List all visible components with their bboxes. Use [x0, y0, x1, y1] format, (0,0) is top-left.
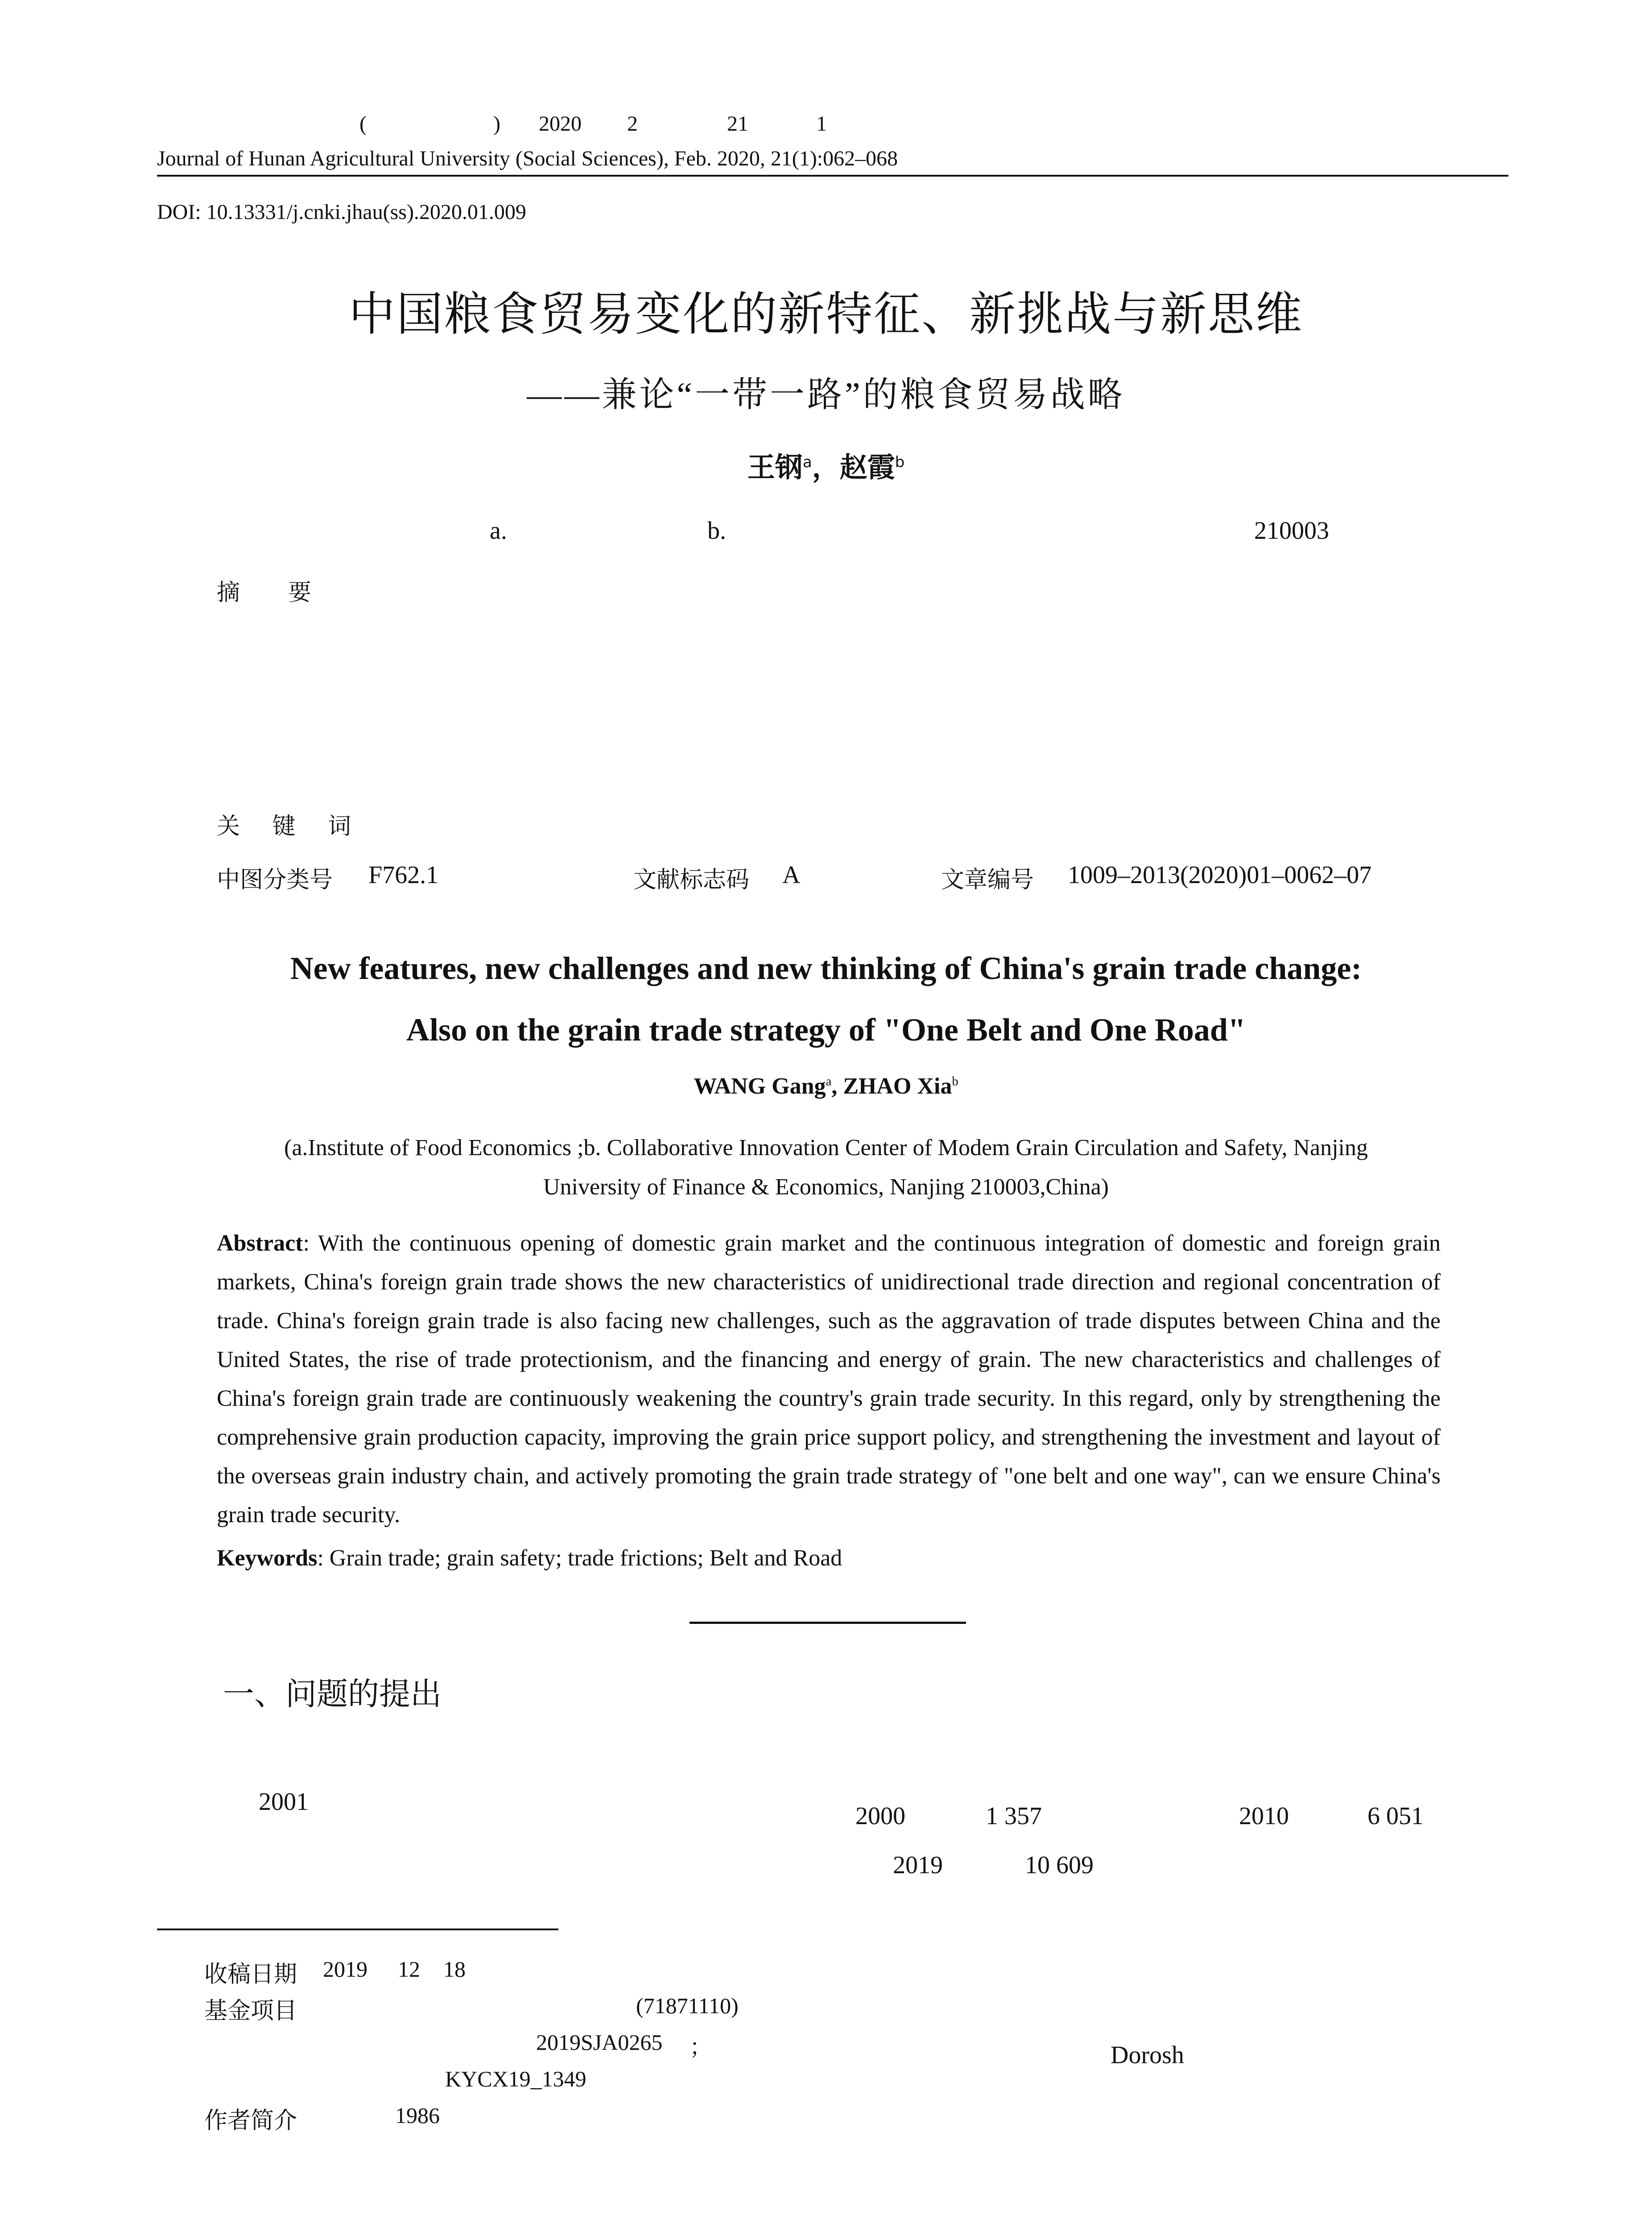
header-volume: 21 — [727, 112, 748, 136]
author-cn-sep: ， — [812, 451, 840, 483]
clc-label: 中图分类号 — [217, 867, 333, 893]
author-birth-year: 1986 — [395, 2103, 440, 2128]
author-bio-label: 作者简介 — [204, 2107, 297, 2134]
keywords-en-label: Keywords — [217, 1545, 318, 1571]
authors-en — [0, 1073, 1652, 1099]
affiliation-en-line-2: University of Finance & Economics, Nanjing 210003,China) — [543, 1174, 1109, 1200]
body-number: 1 357 — [986, 1802, 1042, 1830]
author-cn-2-mark: b — [895, 453, 905, 471]
body-number: 10 609 — [1025, 1851, 1094, 1879]
affiliation-en-line-1: (a.Institute of Food Economics ;b. Collaborative Innovation Center of Modem Grain Circulation and Safety, Nanjing — [284, 1135, 1368, 1160]
author-en-sep: , — [831, 1074, 843, 1099]
received-label: 收稿日期 — [204, 1961, 297, 1988]
header-paren-close: ) — [493, 112, 500, 136]
received-year: 2019 — [323, 1957, 368, 1982]
fund-number-2: 2019SJA0265 — [536, 2030, 663, 2055]
title-en-line-1: New features, new challenges and new thinking of China's grain trade change: — [290, 950, 1362, 986]
fund-number-1: (71871110) — [636, 1993, 739, 2018]
section-divider — [690, 1622, 966, 1624]
received-month: 12 — [398, 1957, 420, 1982]
body-number: 2019 — [893, 1851, 943, 1879]
fund-number-3: KYCX19_1349 — [445, 2066, 586, 2091]
affiliation-cn-postcode: 210003 — [1254, 517, 1329, 545]
header-year: 2020 — [539, 112, 582, 136]
author-cn-2: 赵霞 — [839, 451, 895, 483]
author-en-2-mark: b — [952, 1074, 958, 1089]
received-day: 18 — [443, 1957, 466, 1982]
page-title-cn: 中国粮食贸易变化的新特征、新挑战与新思维 — [348, 287, 1303, 341]
doi[interactable]: DOI: 10.13331/j.cnki.jhau(ss).2020.01.009 — [157, 200, 526, 224]
clc-value: F762.1 — [368, 861, 439, 889]
title-en-line-2: Also on the grain trade strategy of "One Belt and One Road" — [406, 1012, 1246, 1048]
footnote-rule — [157, 1929, 558, 1930]
affiliation-cn-a: a. — [490, 517, 507, 545]
abstract-en-label: Abstract — [217, 1231, 303, 1256]
doc-code-label: 文献标志码 — [633, 867, 750, 893]
abstract-label-cn: 摘 要 — [217, 579, 324, 606]
article-no-value: 1009–2013(2020)01–0062–07 — [1068, 861, 1372, 889]
body-number: 2010 — [1239, 1802, 1289, 1830]
fund-label: 基金项目 — [204, 1998, 297, 2024]
page-subtitle-cn: ——兼论“一带一路”的粮食贸易战略 — [527, 375, 1125, 414]
body-number: 6 051 — [1367, 1802, 1424, 1830]
author-en-2: ZHAO Xia — [843, 1074, 952, 1099]
keywords-en-text: : Grain trade; grain safety; trade frictions; Belt and Road — [317, 1545, 843, 1571]
fund-number-2-sep: ； — [690, 2035, 712, 2060]
section-heading-1: 一、问题的提出 — [223, 1676, 442, 1712]
keywords-label-cn: 关 键 词 — [217, 813, 364, 840]
header-month: 2 — [627, 112, 638, 136]
abstract-en — [217, 1224, 1441, 1534]
keywords-en — [217, 1545, 842, 1571]
affiliation-en — [0, 1128, 1652, 1207]
side-name: Dorosh — [1111, 2041, 1184, 2069]
affiliation-cn-b: b. — [707, 517, 726, 545]
header-issue: 1 — [816, 112, 827, 136]
doc-code-value: A — [782, 861, 801, 889]
body-number: 2000 — [855, 1802, 905, 1830]
header-rule — [157, 175, 1508, 177]
author-en-1: WANG Gang — [694, 1074, 826, 1099]
author-cn-1: 王钢 — [747, 451, 803, 483]
author-cn-1-mark: a — [802, 453, 812, 471]
authors-cn — [0, 445, 1652, 485]
body-number: 2001 — [259, 1788, 309, 1816]
journal-header-en: Journal of Hunan Agricultural University (Social Sciences), Feb. 2020, 21(1):062–068 — [157, 147, 898, 170]
header-paren-open: ( — [359, 112, 367, 136]
author-en-1-mark: a — [826, 1074, 832, 1089]
article-no-label: 文章编号 — [941, 867, 1034, 893]
abstract-en-text: : With the continuous opening of domestic grain market and the continuous integration of domestic and foreign grain markets, China's foreign grain trade shows the new characteristics of unidirectional trade direction and regional concentration of trade. China's foreign grain trade is also facing new challenges, such as the aggravation of trade disputes between China and the United States, the rise of trade protectionism, and the financing and energy of grain. The new characteristics and challenges of China's foreign grain trade are continuously weakening the country's grain trade security. In this regard, only by strengthening the comprehensive grain production capacity, improving the grain price support policy, and strengthening the investment and layout of the overseas grain industry chain, and actively promoting the grain trade strategy of "one belt and one way", can we ensure China's grain trade security. — [217, 1231, 1441, 1528]
